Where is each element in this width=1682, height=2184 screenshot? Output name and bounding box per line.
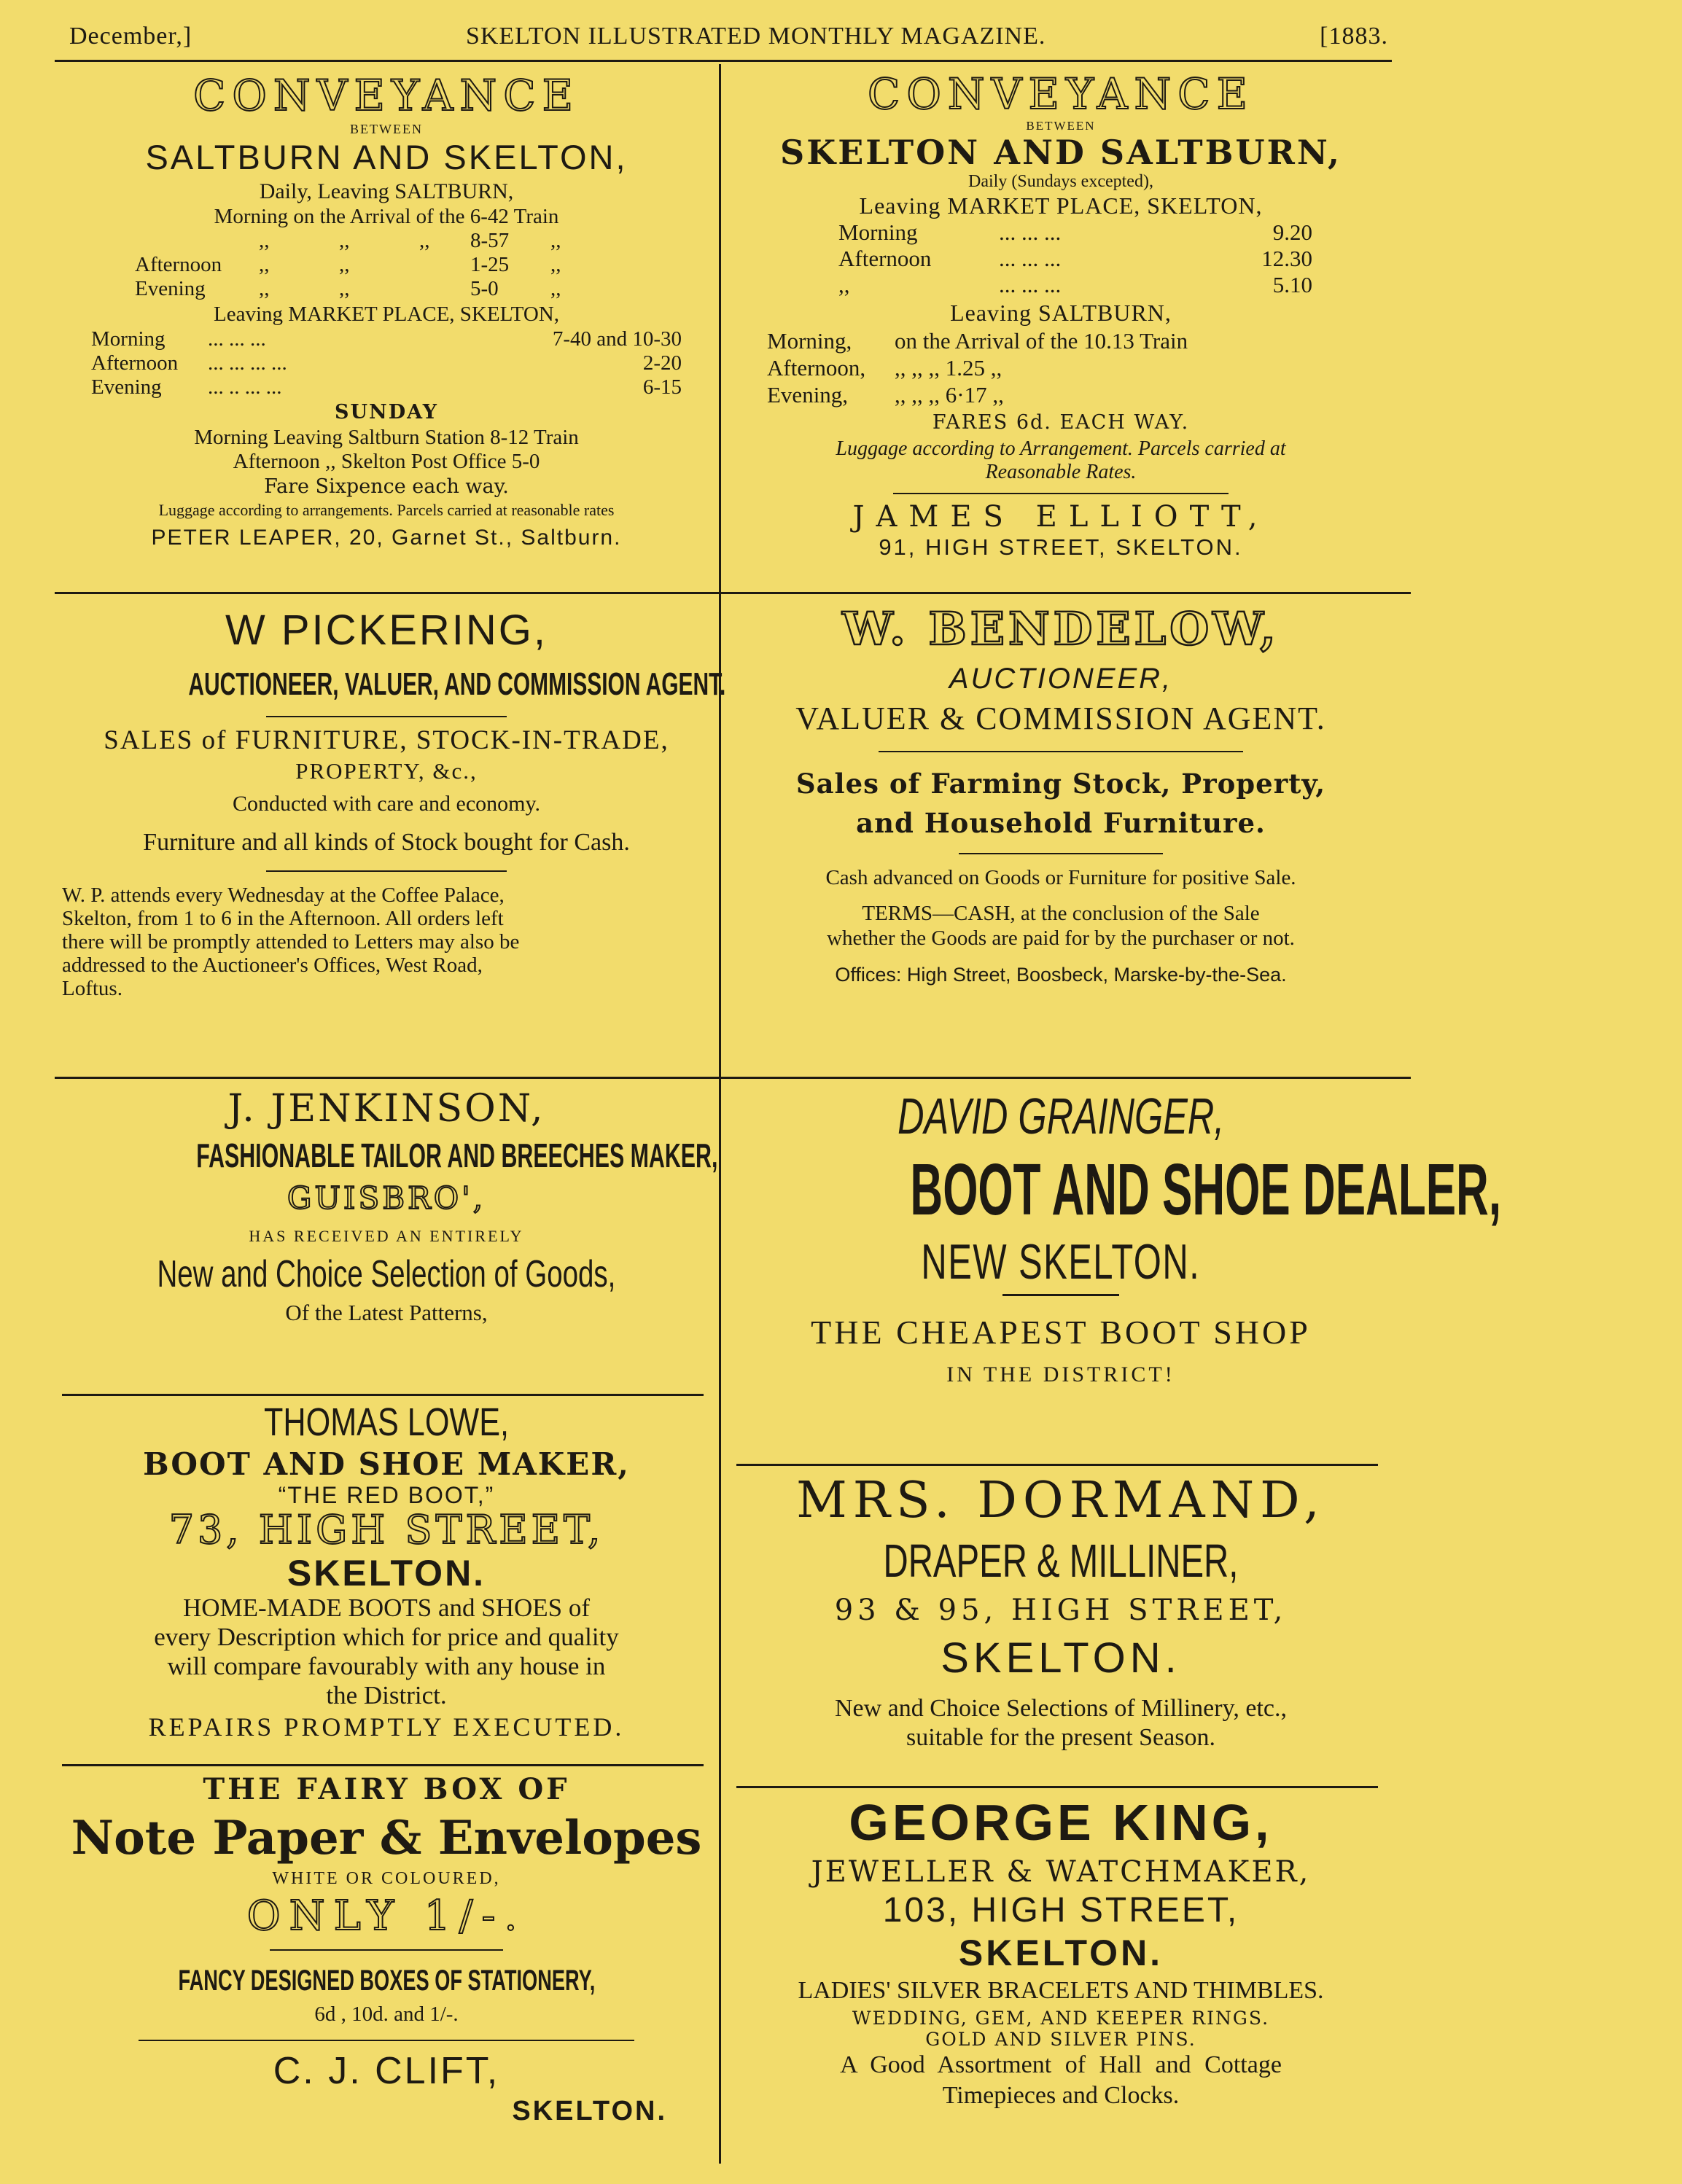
advertiser-name: DAVID GRAINGER, <box>897 1088 1225 1144</box>
timetable-cell: ... ... ... <box>999 272 1062 297</box>
paragraph-line: every Description which for price and quality <box>154 1623 619 1651</box>
row-divider-2 <box>55 1077 1411 1079</box>
divider-dormand-king <box>736 1786 1378 1788</box>
advert-conveyance-leaper <box>62 69 711 587</box>
goods-line: New and Choice Selection of Goods, <box>157 1253 616 1295</box>
trade-line: FASHIONABLE TAILOR AND BREECHES MAKER, <box>196 1136 718 1174</box>
timetable-cell: ,, <box>838 272 850 297</box>
cash-line: Cash advanced on Goods or Furniture for positive Sale. <box>825 866 1296 889</box>
advertiser-name: W PICKERING, <box>225 607 548 654</box>
advert-lowe <box>62 1398 711 1760</box>
address-line: 73, HIGH STREET, <box>168 1507 604 1553</box>
terms-line-2: whether the Goods are paid for by the purchaser or not. <box>827 927 1295 950</box>
timetable-cell: 2-20 <box>642 351 682 375</box>
offices-line: Offices: High Street, Boosbeck, Marske-by-the-Sea. <box>835 964 1287 986</box>
goods-line-1: LADIES' SILVER BRACELETS AND THIMBLES. <box>798 1977 1324 2004</box>
header-month: December,] <box>69 23 192 50</box>
body-line-1: New and Choice Selections of Millinery, etc., <box>834 1695 1288 1722</box>
sales-line-1: Sales of Farming Stock, Property, <box>795 768 1326 800</box>
timetable-cell: ,, <box>259 253 270 276</box>
terms-line-1: TERMS—CASH, at the conclusion of the Sale <box>862 902 1260 925</box>
timetable-cell: Morning <box>838 219 918 245</box>
sales-line-1: SALES of FURNITURE, STOCK-IN-TRADE, <box>104 725 669 755</box>
town-line: SKELTON. <box>958 1933 1164 1973</box>
goods-line-3: GOLD AND SILVER PINS. <box>925 2029 1196 2050</box>
paragraph-line: Loftus. <box>62 977 122 1000</box>
bought-line: Furniture and all kinds of Stock bought for Cash. <box>143 829 630 856</box>
paragraph-line: the District. <box>326 1681 447 1709</box>
trade-line-2: VALUER & COMMISSION AGENT. <box>795 701 1326 736</box>
timetable-cell: Afternoon <box>135 253 222 276</box>
price-line: ONLY 1/-. <box>246 1892 526 1940</box>
advert-title: CONVEYANCE <box>192 71 580 120</box>
timetable-cell: ... ... ... <box>208 327 266 351</box>
timetable-cell: Afternoon <box>838 246 932 271</box>
stationery-prices: 6d , 10d. and 1/-. <box>314 2002 459 2026</box>
leaving-saltburn: Leaving SALTBURN, <box>950 300 1172 326</box>
advert-grainger <box>729 1083 1502 1460</box>
timetable-cell: ,, <box>419 229 430 252</box>
notice-paragraph <box>62 884 711 1000</box>
proprietor-name: JAMES ELLIOTT, <box>852 500 1269 534</box>
timetable-cell: 12.30 <box>1261 246 1312 271</box>
colours-line: WHITE OR COLOURED, <box>272 1869 501 1888</box>
running-header <box>69 16 1388 57</box>
proprietor-address: 91, HIGH STREET, SKELTON. <box>879 534 1243 560</box>
header-year: [1883. <box>1320 23 1388 50</box>
short-rule <box>893 493 1229 494</box>
saltburn-departures-table <box>767 327 1393 408</box>
trade-line: AUCTIONEER, VALUER, AND COMMISSION AGENT. <box>188 666 726 702</box>
luggage-line: Luggage according to arrangements. Parcels carried at reasonable rates <box>158 501 615 519</box>
route-title: SKELTON AND SALTBURN, <box>780 133 1342 172</box>
advert-jenkinson <box>62 1083 718 1390</box>
sales-line-2: PROPERTY, &c., <box>295 758 478 784</box>
morning-arrival: Morning on the Arrival of the 6-42 Train <box>214 205 559 228</box>
advert-title: CONVEYANCE <box>867 69 1255 119</box>
timetable-cell: ... ... ... <box>999 219 1062 245</box>
address-line: 93 & 95, HIGH STREET, <box>834 1594 1288 1627</box>
cheapest-line: THE CHEAPEST BOOT SHOP <box>811 1314 1311 1351</box>
divider-jenkinson-lowe <box>62 1394 704 1396</box>
short-rule <box>959 853 1163 854</box>
body-paragraph <box>62 1594 711 1710</box>
skelton-departures-table <box>91 327 711 399</box>
advert-dormand <box>729 1468 1393 1782</box>
short-rule <box>266 870 507 872</box>
timetable-cell: ,, <box>550 229 561 252</box>
paragraph-line: Skelton, from 1 to 6 in the Afternoon. All orders left <box>62 907 504 930</box>
advertiser-name: W. BENDELOW, <box>842 602 1280 655</box>
timetable-cell: Evening <box>91 375 162 399</box>
advertiser-name: GEORGE KING, <box>849 1794 1273 1851</box>
place-line: GUISBRO', <box>287 1180 486 1216</box>
divider-lowe-clift <box>62 1764 704 1766</box>
advert-clift <box>62 1768 711 2148</box>
row-divider-1 <box>55 592 1411 594</box>
timetable-cell: ,, <box>550 253 561 276</box>
advert-bendelow <box>729 598 1393 1072</box>
timetable-cell: Afternoon, <box>767 355 866 381</box>
timetable-cell: ,, <box>550 277 561 300</box>
repairs-line: REPAIRS PROMPTLY EXECUTED. <box>148 1712 625 1742</box>
advertiser-name: MRS. DORMAND, <box>796 1472 1325 1529</box>
divider-grainger-dormand <box>736 1464 1378 1466</box>
leaving-skelton: Leaving MARKET PLACE, SKELTON, <box>859 192 1263 219</box>
timetable-cell: 9.20 <box>1272 219 1312 245</box>
timetable-cell: ,, ,, ,, 6·17 ,, <box>895 382 1004 407</box>
advert-king <box>729 1790 1393 2155</box>
daily-line: Daily (Sundays excepted), <box>968 172 1153 191</box>
timetable-cell: ,, ,, ,, 1.25 ,, <box>895 355 1002 381</box>
trade-line: JEWELLER & WATCHMAKER, <box>811 1855 1311 1889</box>
between-label: BETWEEN <box>350 122 423 136</box>
short-rule <box>270 1949 503 1951</box>
timetable-cell: 1-25 <box>470 253 510 276</box>
timetable-cell: Evening, <box>767 382 849 407</box>
header-title: SKELTON ILLUSTRATED MONTHLY MAGAZINE. <box>465 23 1046 50</box>
advertiser-name: THOMAS LOWE, <box>263 1400 510 1444</box>
timetable-cell: ,, <box>339 253 350 276</box>
timetable-cell: on the Arrival of the 10.13 Train <box>895 328 1188 354</box>
sunday-label: SUNDAY <box>334 401 439 424</box>
received-line: HAS RECEIVED AN ENTIRELY <box>249 1227 524 1245</box>
timetable-cell: ,, <box>339 229 350 252</box>
shop-sign: “THE RED BOOT,” <box>278 1482 495 1508</box>
timetable-cell: ,, <box>259 229 270 252</box>
patterns-line: Of the Latest Patterns, <box>285 1300 488 1325</box>
sunday-afternoon: Afternoon ,, Skelton Post Office 5-0 <box>233 450 540 473</box>
timetable-cell: ... .. ... ... <box>208 375 282 399</box>
timetable-cell: ,, <box>259 277 270 300</box>
paragraph-line: will compare favourably with any house in <box>167 1652 606 1680</box>
timetable-cell: 8-57 <box>470 229 510 252</box>
town-line: SKELTON. <box>941 1634 1181 1682</box>
district-line: IN THE DISTRICT! <box>946 1362 1175 1387</box>
goods-line-5: Timepieces and Clocks. <box>942 2082 1180 2109</box>
trade-line: BOOT AND SHOE DEALER, <box>910 1149 1502 1231</box>
advertiser-name: J. JENKINSON, <box>227 1087 545 1131</box>
fare-line: Fare Sixpence each way. <box>264 475 509 498</box>
proprietor-line: PETER LEAPER, 20, Garnet St., Saltburn. <box>151 526 622 550</box>
short-rule <box>139 2040 634 2041</box>
header-rule <box>55 60 1392 62</box>
paragraph-line: addressed to the Auctioneer's Offices, West Road, <box>62 953 483 977</box>
headline-line: THE FAIRY BOX OF <box>203 1772 570 1806</box>
short-rule <box>266 716 507 717</box>
wavy-rule <box>1002 1294 1119 1296</box>
luggage-line-2: Reasonable Rates. <box>985 461 1137 483</box>
advert-pickering <box>62 598 726 1072</box>
advertiser-name: C. J. CLIFT, <box>273 2050 500 2092</box>
luggage-line-1: Luggage according to Arrangement. Parcels carried at <box>836 437 1286 460</box>
town-line: SKELTON. <box>512 2096 667 2126</box>
timetable-cell: Evening <box>135 277 206 300</box>
saltburn-departures-table <box>135 229 711 301</box>
product-line: Note Paper & Envelopes <box>71 1811 702 1865</box>
body-line-2: suitable for the present Season. <box>906 1724 1215 1751</box>
daily-line: Daily, Leaving SALTBURN, <box>259 179 514 203</box>
timetable-cell: Afternoon <box>91 351 179 375</box>
conducted-line: Conducted with care and economy. <box>232 792 541 816</box>
sunday-morning: Morning Leaving Saltburn Station 8-12 Train <box>194 426 579 449</box>
timetable-cell: 6-15 <box>642 375 682 399</box>
goods-line-4: A Good Assortment of Hall and Cottage <box>840 2051 1282 2078</box>
leaving-skelton: Leaving MARKET PLACE, SKELTON, <box>214 303 559 326</box>
town-line: SKELTON. <box>287 1553 486 1594</box>
timetable-cell: 5-0 <box>470 277 499 300</box>
column-divider <box>719 64 721 2164</box>
place-line: NEW SKELTON. <box>921 1234 1201 1290</box>
short-rule <box>879 751 1243 752</box>
timetable-cell <box>419 277 470 301</box>
paragraph-line: HOME-MADE BOOTS and SHOES of <box>182 1594 591 1622</box>
timetable-cell: ... ... ... ... <box>208 351 287 375</box>
timetable-cell: 5.10 <box>1272 272 1312 297</box>
address-line: 103, HIGH STREET, <box>882 1891 1239 1930</box>
paragraph-line: there will be promptly attended to Letters may also be <box>62 930 520 953</box>
fancy-line: FANCY DESIGNED BOXES OF STATIONERY, <box>178 1965 595 1997</box>
fares-line: FARES 6d. EACH WAY. <box>932 411 1190 434</box>
trade-line: AUCTIONEER, <box>949 663 1173 695</box>
trade-line: DRAPER & MILLINER, <box>883 1534 1239 1587</box>
advert-conveyance-elliott <box>729 69 1393 587</box>
timetable-cell: ,, <box>339 277 350 300</box>
sales-line-2: and Household Furniture. <box>856 807 1266 839</box>
between-label: BETWEEN <box>1026 119 1096 133</box>
timetable-cell: ... ... ... <box>999 246 1062 271</box>
route-title: SALTBURN AND SKELTON, <box>145 138 628 176</box>
goods-line-2: WEDDING, GEM, AND KEEPER RINGS. <box>852 2008 1270 2029</box>
timetable-cell <box>135 229 259 253</box>
skelton-departures-table <box>838 219 1393 298</box>
timetable-cell <box>419 253 470 277</box>
trade-line: BOOT AND SHOE MAKER, <box>143 1446 630 1482</box>
paragraph-line: W. P. attends every Wednesday at the Coffee Palace, <box>62 884 505 907</box>
timetable-cell: Morning, <box>767 328 852 354</box>
timetable-cell: Morning <box>91 327 166 351</box>
timetable-cell: 7-40 and 10-30 <box>552 327 682 351</box>
